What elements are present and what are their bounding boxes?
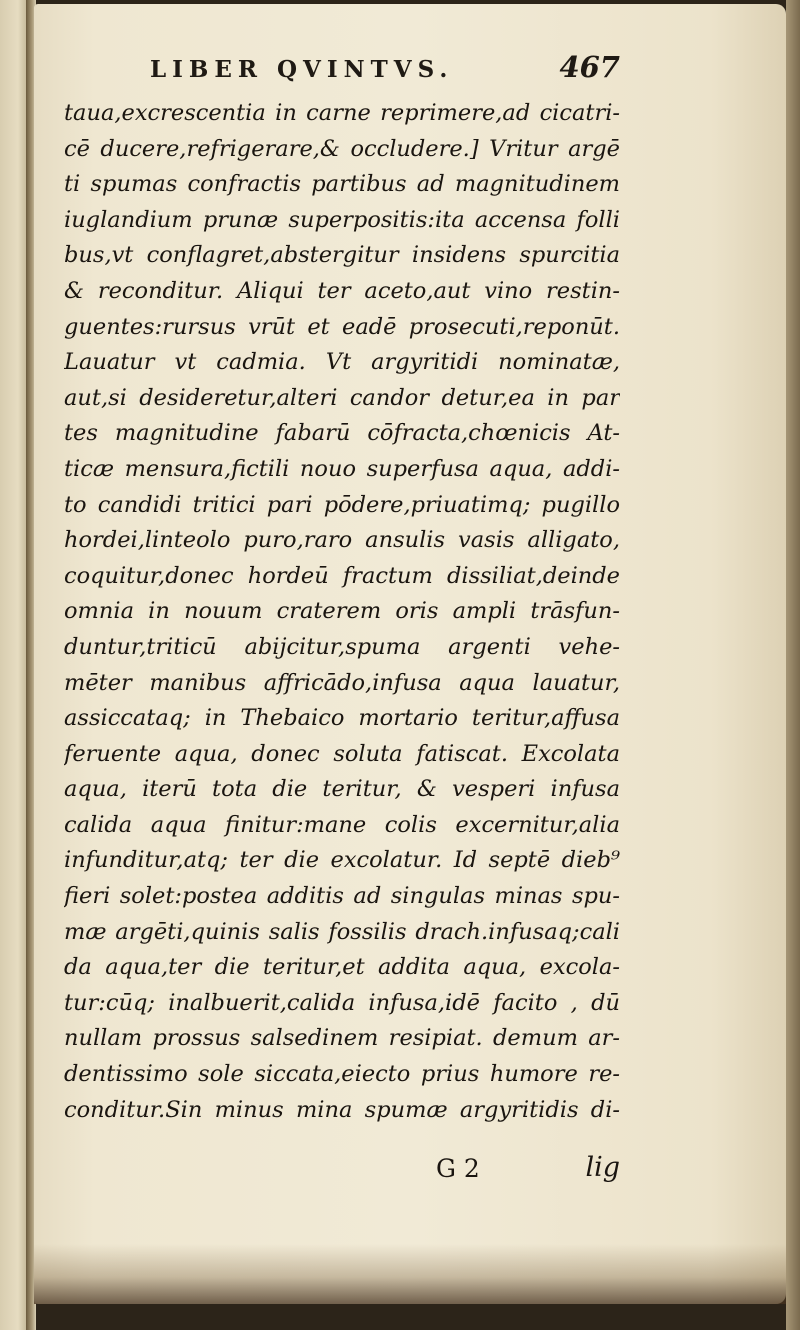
text-line: infunditur,atq; ter die excolatur. Id septē dieb⁹ bbox=[64, 847, 620, 874]
text-line: aqua, iterū tota die teritur, & vesperi infusa bbox=[64, 776, 620, 803]
text-line: fieri solet:postea additis ad singulas minas spu- bbox=[64, 883, 620, 910]
text-line: aut,si desideretur,alteri candor detur,ea in par bbox=[64, 384, 620, 411]
text-line: dentissimo sole siccata,eiecto prius humore re- bbox=[64, 1061, 620, 1088]
text-line: ticæ mensura,fictili nouo superfusa aqua, addi- bbox=[64, 455, 620, 482]
signature-mark: G 2 bbox=[436, 1154, 480, 1183]
text-line: guentes:rursus vrūt et eadē prosecuti,reponūt. bbox=[64, 313, 620, 340]
text-line: da aqua,ter die teritur,et addita aqua, excola- bbox=[64, 954, 620, 981]
text-line: calida aqua finitur:mane colis excernitur,alia bbox=[64, 811, 620, 838]
running-title: LIBER QVINTVS. bbox=[150, 56, 454, 83]
right-page-edge bbox=[786, 0, 800, 1330]
text-line: taua,excrescentia in carne reprimere,ad cicatri- bbox=[64, 100, 620, 126]
catchword: lig bbox=[585, 1152, 620, 1183]
text-line: tur:cūq; inalbuerit,calida infusa,idē facito , dū bbox=[64, 989, 620, 1016]
text-line: ti spumas confractis partibus ad magnitudinem bbox=[64, 171, 620, 198]
text-line: & reconditur. Aliqui ter aceto,aut vino restin- bbox=[64, 277, 620, 304]
page-footer bbox=[64, 1150, 620, 1190]
text-line: iuglandium prunæ superpositis:ita accensa folli bbox=[64, 206, 620, 233]
text-line: coquitur,donec hordeū fractum dissiliat,deinde bbox=[64, 562, 620, 589]
text-line: tes magnitudine fabarū cōfracta,chœnicis At- bbox=[64, 420, 620, 447]
text-line: cē ducere,refrigerare,& occludere.] Vritur argē bbox=[64, 135, 620, 162]
text-line: feruente aqua, donec soluta fatiscat. Excolata bbox=[64, 740, 620, 767]
text-line: nullam prossus salsedinem resipiat. demum ar- bbox=[64, 1025, 620, 1052]
text-line: omnia in nouum craterem oris ampli trāsfun- bbox=[64, 598, 620, 625]
text-line: mēter manibus affricādo,infusa aqua lauatur, bbox=[64, 669, 620, 696]
text-line: assiccataq; in Thebaico mortario teritur,affusa bbox=[64, 705, 620, 732]
text-line: duntur,triticū abijcitur,spuma argenti vehe- bbox=[64, 633, 620, 660]
text-line: hordei,linteolo puro,raro ansulis vasis alligato, bbox=[64, 527, 620, 554]
text-line: Lauatur vt cadmia. Vt argyritidi nominatæ, bbox=[64, 349, 620, 376]
running-head bbox=[150, 50, 620, 90]
page-number: 467 bbox=[559, 50, 620, 84]
text-line: mæ argēti,quinis salis fossilis drach.infusaq;cali bbox=[64, 918, 620, 945]
text-line: bus,vt conflagret,abstergitur insidens spurcitia bbox=[64, 242, 620, 269]
text-line: to candidi tritici pari pōdere,priuatimq; pugillo bbox=[64, 491, 620, 518]
body-text bbox=[64, 96, 620, 1128]
text-line: conditur.Sin minus mina spumæ argyritidis di- bbox=[64, 1096, 620, 1123]
page-stain bbox=[34, 1244, 786, 1304]
